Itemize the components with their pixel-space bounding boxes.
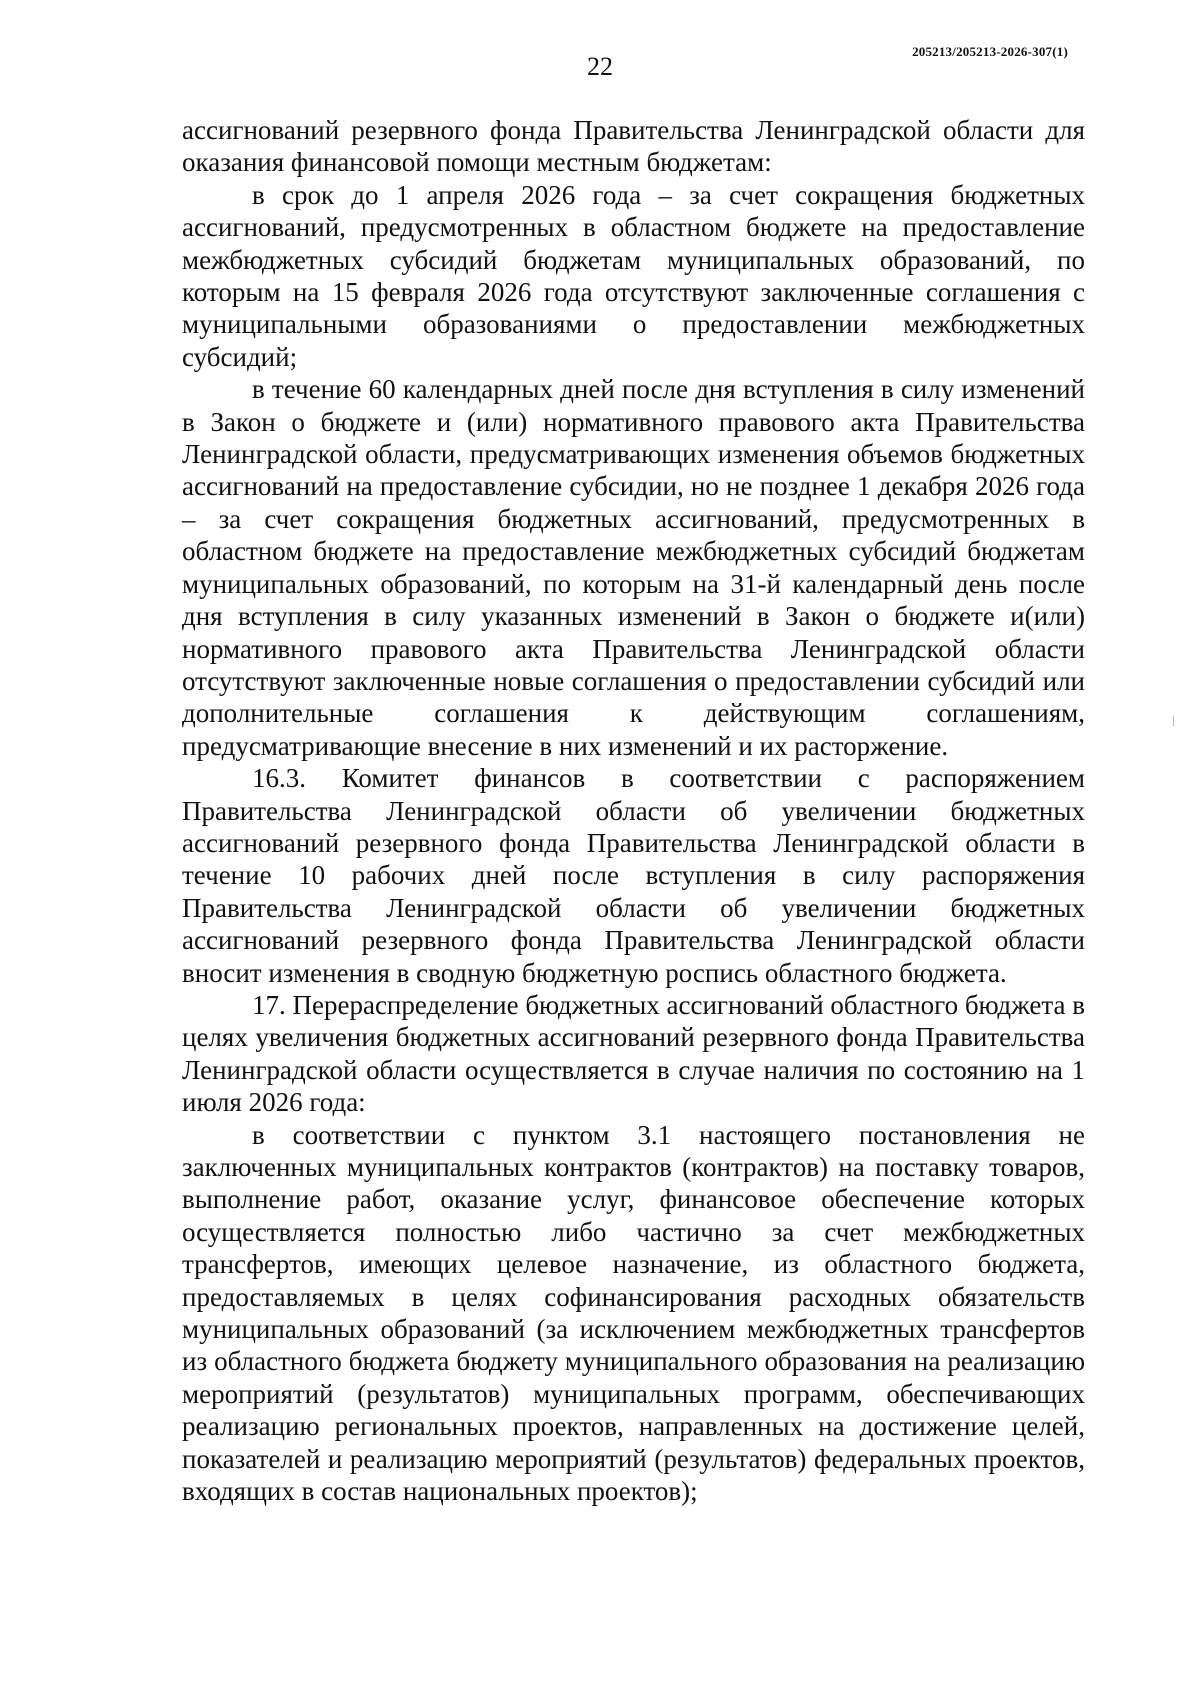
paragraph-continuation: ассигнований резервного фонда Правительства Ленинградской области для оказания финансовой помощи местным бюджетам: <box>182 115 1085 178</box>
document-code: 205213/205213-2026-307(1) <box>912 44 1068 59</box>
paragraph-deadline-april: в срок до 1 апреля 2026 года – за счет сокращения бюджетных ассигнований, предусмотренных в областном бюджете на предоставление межбюджетных субсидий бюджетам муниципальных образований, по которым на 15 февраля 2026 года отсутствуют заключенные соглашения с муниципальными образованиями о предоставлении межбюджетных субсидий; <box>182 179 1085 372</box>
page-number: 22 <box>587 52 613 81</box>
document-body <box>182 114 1085 1507</box>
paragraph-16-3: 16.3. Комитет финансов в соответствии с распоряжением Правительства Ленинградской области об увеличении бюджетных ассигнований резервного фонда Правительства Ленинградской области в течение 10 рабочих дней после вступления в силу распоряжения Правительства Ленинградской области об увеличении бюджетных ассигнований резервного фонда Правительства Ленинградской области вносит изменения в сводную бюджетную роспись областного бюджета. <box>182 763 1085 988</box>
paragraph-17: 17. Перераспределение бюджетных ассигнований областного бюджета в целях увеличения бюджетных ассигнований резервного фонда Правительства Ленинградской области осуществляется в случае наличия по состоянию на 1 июля 2026 года: <box>182 989 1085 1118</box>
scan-artifact <box>1173 716 1174 726</box>
paragraph-sixty-days: в течение 60 календарных дней после дня вступления в силу изменений в Закон о бюджете и (или) нормативного правового акта Правительства Ленинградской области, предусматривающих изменения объемов бюджетных ассигнований на предоставление субсидии, но не позднее 1 декабря 2026 года – за счет сокращения бюджетных ассигнований, предусмотренных в областном бюджете на предоставление межбюджетных субсидий бюджетам муниципальных образований, по которым на 31-й календарный день после дня вступления в силу указанных изменений в Закон о бюджете и(или) нормативного правового акта Правительства Ленинградской области отсутствуют заключенные новые соглашения о предоставлении субсидий или дополнительные соглашения к действующим соглашениям, предусматривающие внесение в них изменений и их расторжение. <box>182 374 1085 761</box>
paragraph-17-item-contracts: в соответствии с пунктом 3.1 настоящего постановления не заключенных муниципальных контрактов (контрактов) на поставку товаров, выполнение работ, оказание услуг, финансовое обеспечение которых осуществляется полностью либо частично за счет межбюджетных трансфертов, имеющих целевое назначение, из областного бюджета, предоставляемых в целях софинансирования расходных обязательств муниципальных образований (за исключением межбюджетных трансфертов из областного бюджета бюджету муниципального образования на реализацию мероприятий (результатов) муниципальных программ, обеспечивающих реализацию региональных проектов, направленных на достижение целей, показателей и реализацию мероприятий (результатов) федеральных проектов, входящих в состав национальных проектов); <box>182 1119 1085 1507</box>
